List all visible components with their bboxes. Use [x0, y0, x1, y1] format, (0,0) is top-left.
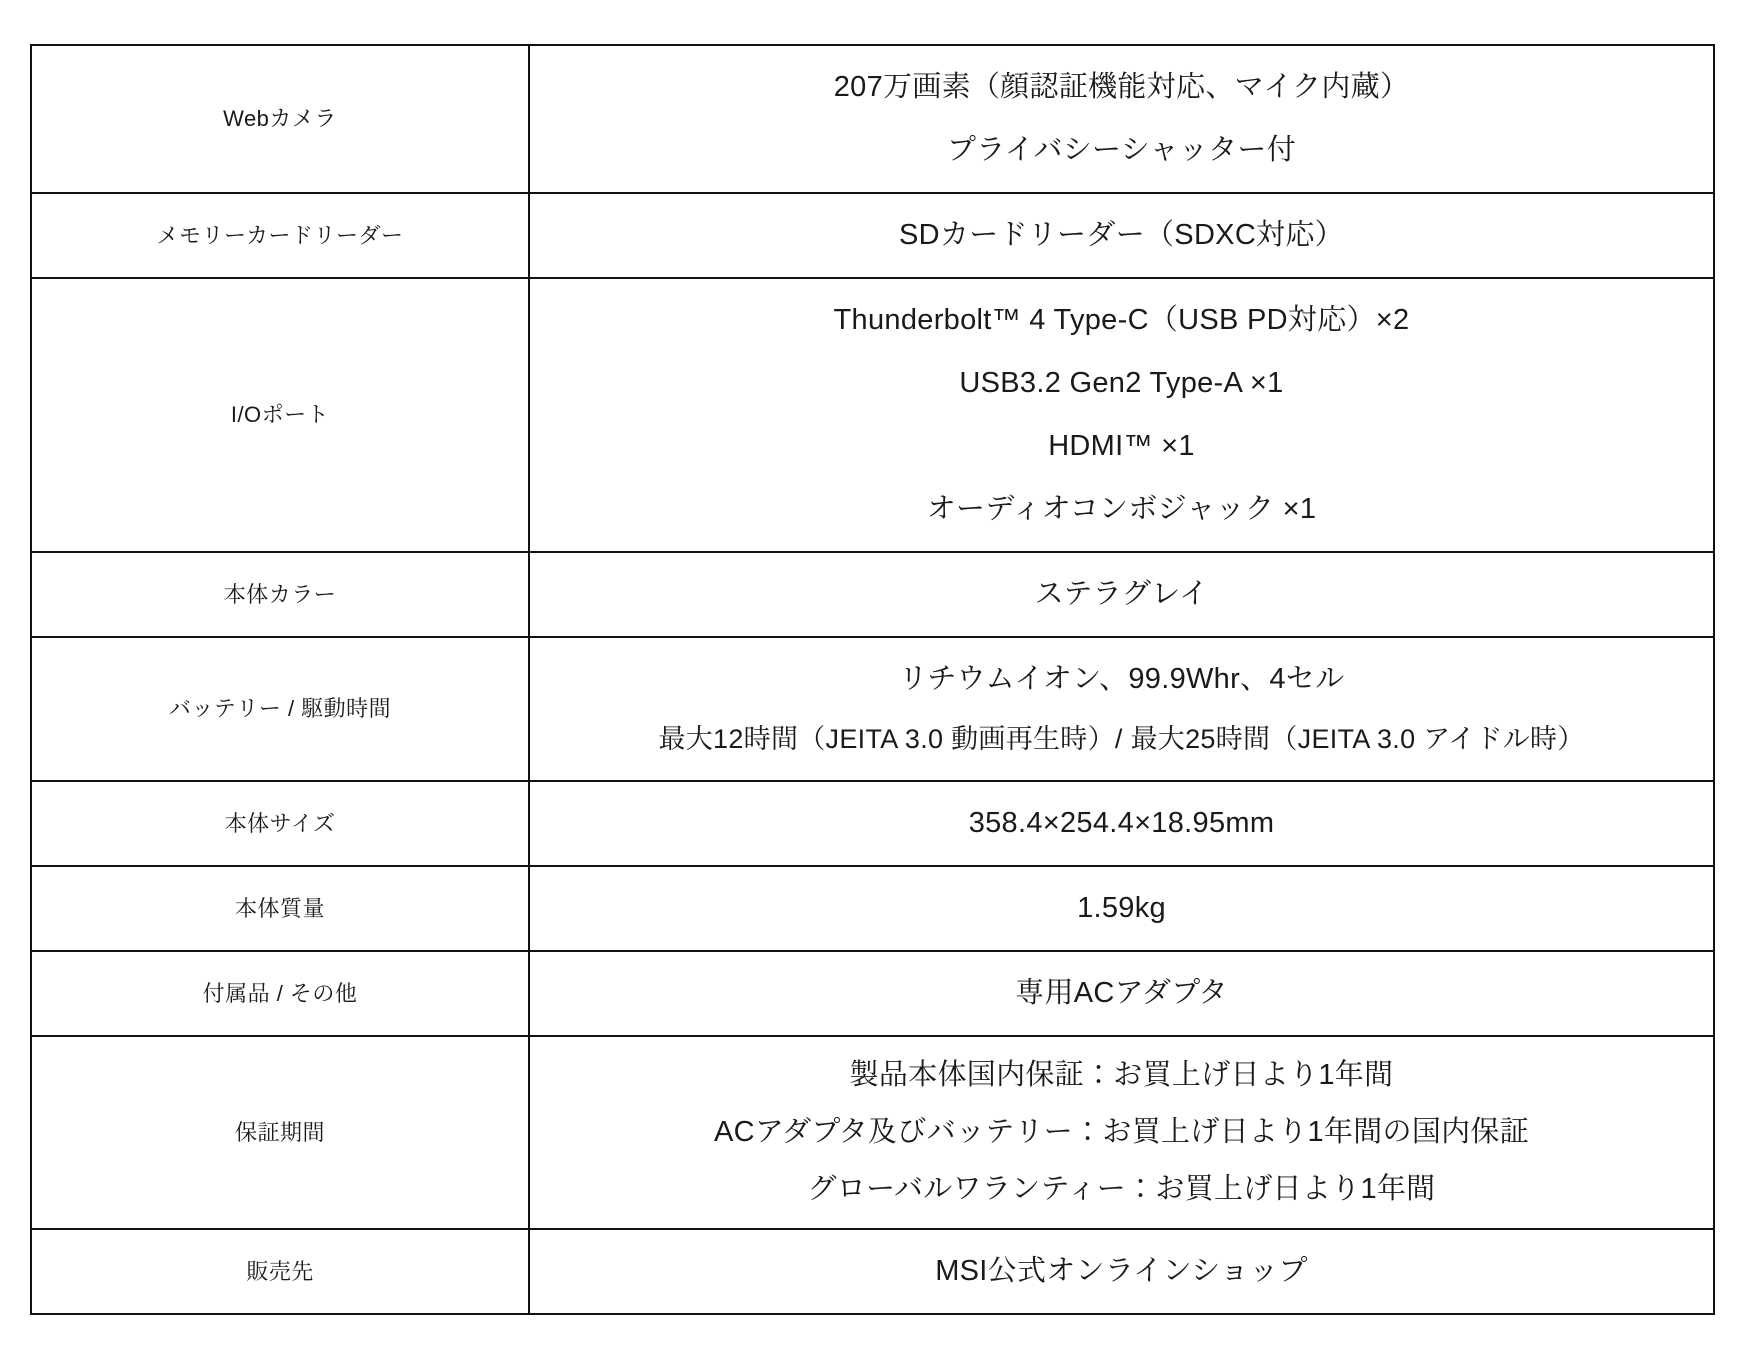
spec-value-io-ports — [529, 278, 1714, 552]
spec-label-webcam: Webカメラ — [31, 45, 529, 193]
table-row — [31, 278, 1714, 552]
spec-value-line: リチウムイオン、99.9Whr、4セル — [898, 662, 1345, 695]
spec-value-line: グローバルワランティー：お買上げ日より1年間 — [807, 1172, 1436, 1205]
spec-value-color — [529, 552, 1714, 637]
spec-label-retailer: 販売先 — [31, 1229, 529, 1314]
spec-label-battery: バッテリー / 駆動時間 — [31, 637, 529, 782]
spec-value-weight — [529, 866, 1714, 951]
spec-value-line: USB3.2 Gen2 Type-A ×1 — [959, 366, 1284, 399]
table-row — [31, 1229, 1714, 1314]
spec-label-card-reader: メモリーカードリーダー — [31, 193, 529, 278]
spec-value-line: MSI公式オンラインショップ — [935, 1254, 1308, 1287]
spec-value-battery — [529, 637, 1714, 782]
table-row — [31, 781, 1714, 866]
spec-value-retailer — [529, 1229, 1714, 1314]
spec-value-line: 358.4×254.4×18.95mm — [968, 807, 1275, 840]
spec-label-weight: 本体質量 — [31, 866, 529, 951]
spec-value-line: 製品本体国内保証：お買上げ日より1年間 — [849, 1059, 1394, 1092]
spec-value-line: 専用ACアダプタ — [1015, 977, 1228, 1010]
spec-value-line: オーディオコンボジャック ×1 — [926, 492, 1317, 525]
spec-value-line: ACアダプタ及びバッテリー：お買上げ日より1年間の国内保証 — [713, 1116, 1530, 1149]
table-row — [31, 1036, 1714, 1229]
spec-label-warranty: 保証期間 — [31, 1036, 529, 1229]
spec-value-line: 最大12時間（JEITA 3.0 動画再生時）/ 最大25時間（JEITA 3.0 アイドル時） — [658, 724, 1585, 755]
table-row — [31, 866, 1714, 951]
spec-value-line: SDカードリーダー（SDXC対応） — [899, 218, 1344, 251]
spec-label-io-ports: I/Oポート — [31, 278, 529, 552]
table-row — [31, 552, 1714, 637]
spec-value-dimensions — [529, 781, 1714, 866]
spec-label-dimensions: 本体サイズ — [31, 781, 529, 866]
specification-table — [30, 44, 1715, 1315]
spec-value-line: プライバシーシャッター付 — [947, 133, 1296, 166]
spec-value-line: ステラグレイ — [1034, 577, 1209, 610]
spec-table-body — [31, 45, 1714, 1314]
spec-value-line: 1.59kg — [1077, 892, 1166, 925]
spec-value-webcam — [529, 45, 1714, 193]
spec-label-color: 本体カラー — [31, 552, 529, 637]
spec-value-line: 207万画素（顔認証機能対応、マイク内蔵） — [833, 71, 1410, 103]
spec-value-line: HDMI™ ×1 — [1048, 429, 1195, 462]
spec-label-accessories: 付属品 / その他 — [31, 951, 529, 1036]
spec-value-accessories — [529, 951, 1714, 1036]
table-row — [31, 951, 1714, 1036]
spec-value-card-reader — [529, 193, 1714, 278]
table-row — [31, 637, 1714, 782]
table-row — [31, 45, 1714, 193]
table-row — [31, 193, 1714, 278]
spec-value-line: Thunderbolt™ 4 Type-C（USB PD対応）×2 — [833, 303, 1410, 336]
spec-value-warranty — [529, 1036, 1714, 1229]
